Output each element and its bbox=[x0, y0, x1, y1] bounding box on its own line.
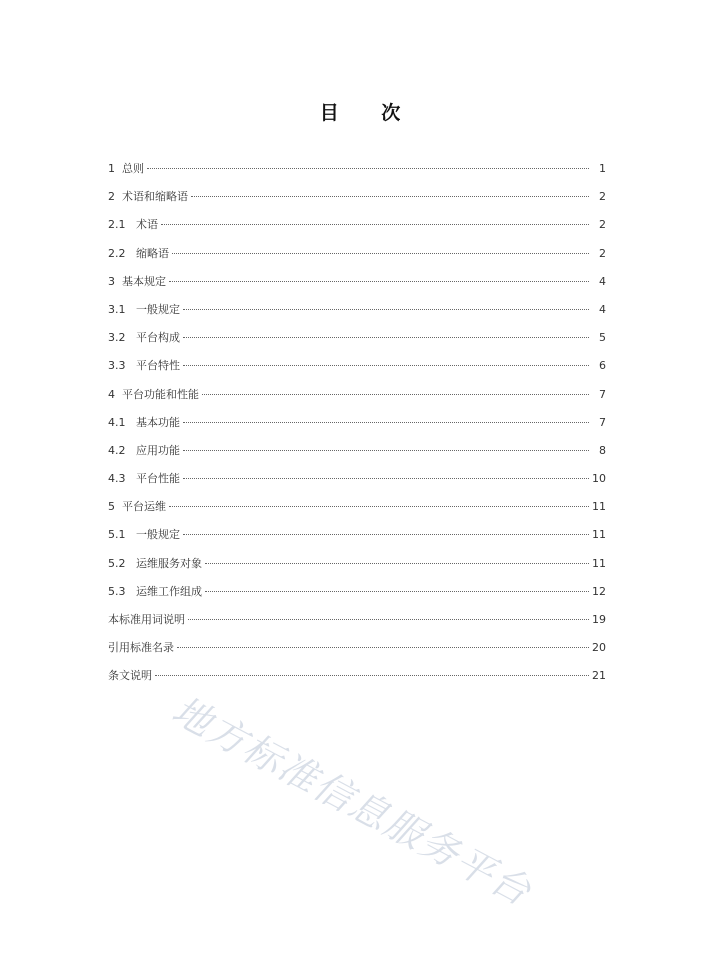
toc-entry-label: 1 总则 bbox=[108, 162, 144, 175]
toc-entry-page: 11 bbox=[592, 500, 606, 514]
toc-entry-page: 4 bbox=[599, 302, 606, 316]
toc-entry-label: 4.2 应用功能 bbox=[108, 443, 180, 457]
toc-entry bbox=[108, 301, 606, 329]
toc-entry-page: 12 bbox=[592, 584, 606, 598]
toc-entry-page: 2 bbox=[599, 190, 606, 204]
toc-entry bbox=[108, 414, 606, 442]
toc-entry bbox=[108, 611, 606, 639]
toc-leader-dots bbox=[147, 168, 589, 169]
toc-leader-dots bbox=[202, 394, 589, 395]
toc-entry-label: 2.2 缩略语 bbox=[108, 246, 169, 260]
toc-leader-dots bbox=[188, 619, 589, 620]
toc-entry-page: 11 bbox=[592, 528, 606, 542]
toc-leader-dots bbox=[183, 450, 589, 451]
toc-entry-label: 5.3 运维工作组成 bbox=[108, 584, 202, 598]
toc-entry-page: 6 bbox=[599, 359, 606, 373]
toc-entry-label: 引用标准名录 bbox=[108, 641, 174, 655]
toc-leader-dots bbox=[172, 253, 589, 254]
toc-entry-page: 21 bbox=[592, 669, 606, 683]
toc-entry bbox=[108, 639, 606, 667]
toc-leader-dots bbox=[205, 563, 589, 564]
toc-leader-dots bbox=[183, 478, 589, 479]
toc-entry-label: 3 基本规定 bbox=[108, 274, 166, 288]
toc-entry bbox=[108, 216, 606, 244]
toc-entry bbox=[108, 526, 606, 554]
toc-entry-page: 10 bbox=[592, 472, 606, 486]
toc-entry bbox=[108, 498, 606, 526]
toc-entry-page: 1 bbox=[599, 162, 606, 175]
toc-entry bbox=[108, 386, 606, 414]
toc-leader-dots bbox=[183, 365, 589, 366]
toc-entry bbox=[108, 188, 606, 216]
toc-entry bbox=[108, 583, 606, 611]
page-title: 目 次 bbox=[319, 102, 419, 124]
toc-entry bbox=[108, 442, 606, 470]
toc-entry-page: 5 bbox=[599, 331, 606, 345]
toc-leader-dots bbox=[161, 224, 589, 225]
toc-entry bbox=[108, 357, 606, 385]
toc-entry-page: 7 bbox=[599, 415, 606, 429]
toc-leader-dots bbox=[169, 506, 589, 507]
toc-entry-label: 3.3 平台特性 bbox=[108, 359, 180, 373]
toc-leader-dots bbox=[177, 647, 589, 648]
toc-entry-label: 条文说明 bbox=[108, 669, 152, 683]
toc-entry-page: 4 bbox=[599, 274, 606, 288]
toc-entry-page: 8 bbox=[599, 443, 606, 457]
watermark: 地方标准信息服务平台 bbox=[165, 687, 539, 915]
toc-entry-label: 4.1 基本功能 bbox=[108, 415, 180, 429]
toc-entry-label: 4.3 平台性能 bbox=[108, 472, 180, 486]
toc-leader-dots bbox=[169, 281, 589, 282]
toc-entry-page: 11 bbox=[592, 556, 606, 570]
toc-entry-page: 2 bbox=[599, 246, 606, 260]
toc-entry-label: 5 平台运维 bbox=[108, 500, 166, 514]
toc-leader-dots bbox=[183, 534, 589, 535]
toc-leader-dots bbox=[183, 422, 589, 423]
toc-entry-label: 5.2 运维服务对象 bbox=[108, 556, 202, 570]
table-of-contents bbox=[108, 160, 606, 696]
toc-leader-dots bbox=[205, 591, 589, 592]
toc-entry-label: 5.1 一般规定 bbox=[108, 528, 180, 542]
toc-entry bbox=[108, 329, 606, 357]
toc-entry-label: 本标准用词说明 bbox=[108, 613, 185, 626]
toc-entry-label: 3.2 平台构成 bbox=[108, 331, 180, 345]
toc-entry-page: 20 bbox=[592, 641, 606, 655]
toc-entry bbox=[108, 555, 606, 583]
toc-entry bbox=[108, 160, 606, 188]
toc-entry bbox=[108, 245, 606, 273]
toc-entry-label: 4 平台功能和性能 bbox=[108, 387, 199, 401]
toc-entry-page: 7 bbox=[599, 387, 606, 401]
toc-entry-label: 2.1 术语 bbox=[108, 218, 158, 232]
toc-entry bbox=[108, 273, 606, 301]
toc-leader-dots bbox=[183, 309, 589, 310]
toc-leader-dots bbox=[155, 675, 589, 676]
toc-entry-label: 2 术语和缩略语 bbox=[108, 190, 188, 204]
toc-entry-label: 3.1 一般规定 bbox=[108, 302, 180, 316]
toc-entry-page: 19 bbox=[592, 613, 606, 626]
toc-leader-dots bbox=[183, 337, 589, 338]
toc-entry bbox=[108, 470, 606, 498]
toc-leader-dots bbox=[191, 196, 589, 197]
toc-entry-page: 2 bbox=[599, 218, 606, 232]
